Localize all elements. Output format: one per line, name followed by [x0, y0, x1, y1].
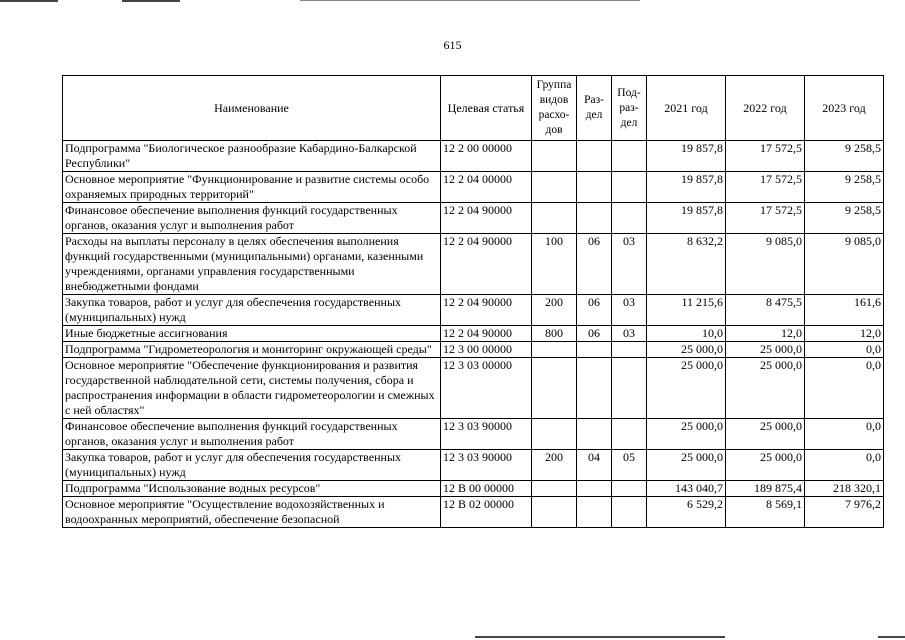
- row-subsection: [612, 141, 647, 172]
- table-row: [63, 141, 884, 172]
- row-group: 200: [532, 295, 577, 326]
- table-row: [63, 419, 884, 450]
- row-2023: 0,0: [805, 342, 884, 358]
- row-group: 200: [532, 450, 577, 481]
- row-group: [532, 497, 577, 528]
- row-name: Финансовое обеспечение выполнения функций государственных органов, оказания услуг и выполнения работ: [63, 203, 441, 234]
- row-target: 12 2 04 90000: [441, 326, 532, 342]
- row-subsection: 03: [612, 295, 647, 326]
- row-2022: 8 569,1: [726, 497, 805, 528]
- row-name: Подпрограмма "Использование водных ресурсов": [63, 481, 441, 497]
- row-section: [577, 497, 612, 528]
- row-name: Основное мероприятие "Обеспечение функционирования и развития государственной наблюдательной сети, системы получения, сбора и распространения информации в области гидрометеорологии и смежных с ней областях": [63, 358, 441, 419]
- table-row: [63, 172, 884, 203]
- row-subsection: 03: [612, 234, 647, 295]
- row-section: 06: [577, 295, 612, 326]
- row-2023: 9 258,5: [805, 141, 884, 172]
- row-2021: 25 000,0: [647, 358, 726, 419]
- row-2021: 19 857,8: [647, 203, 726, 234]
- row-2023: 9 258,5: [805, 172, 884, 203]
- row-name: Подпрограмма "Гидрометеорология и мониторинг окружающей среды": [63, 342, 441, 358]
- row-subsection: 05: [612, 450, 647, 481]
- row-2022: 17 572,5: [726, 172, 805, 203]
- row-group: [532, 358, 577, 419]
- row-target: 12 2 04 00000: [441, 172, 532, 203]
- row-subsection: [612, 497, 647, 528]
- row-2022: 25 000,0: [726, 342, 805, 358]
- row-target: 12 В 00 00000: [441, 481, 532, 497]
- header-group: Группа видов расхо-дов: [532, 76, 577, 141]
- row-2022: 189 875,4: [726, 481, 805, 497]
- row-target: 12 В 02 00000: [441, 497, 532, 528]
- row-2021: 19 857,8: [647, 141, 726, 172]
- scan-artifact-line: [475, 636, 725, 638]
- header-2023: 2023 год: [805, 76, 884, 141]
- row-subsection: [612, 358, 647, 419]
- row-target: 12 3 00 00000: [441, 342, 532, 358]
- row-2023: 0,0: [805, 358, 884, 419]
- row-2022: 25 000,0: [726, 358, 805, 419]
- row-name: Расходы на выплаты персоналу в целях обеспечения выполнения функций государственными (муниципальными) органами, казенными учреждениями, органами управления государственными внебюджетными фондами: [63, 234, 441, 295]
- row-group: [532, 172, 577, 203]
- row-subsection: [612, 342, 647, 358]
- table-row: [63, 326, 884, 342]
- row-target: 12 2 04 90000: [441, 203, 532, 234]
- row-group: 800: [532, 326, 577, 342]
- row-2023: 9 258,5: [805, 203, 884, 234]
- row-subsection: [612, 419, 647, 450]
- row-2022: 17 572,5: [726, 203, 805, 234]
- row-2021: 8 632,2: [647, 234, 726, 295]
- row-name: Основное мероприятие "Функционирование и развитие системы особо охраняемых природных территорий": [63, 172, 441, 203]
- scan-artifact-line: [300, 0, 640, 1]
- row-2021: 19 857,8: [647, 172, 726, 203]
- row-group: [532, 481, 577, 497]
- row-section: 06: [577, 234, 612, 295]
- row-name: Основное мероприятие "Осуществление водохозяйственных и водоохранных мероприятий, обеспечение безопасной: [63, 497, 441, 528]
- row-target: 12 2 00 00000: [441, 141, 532, 172]
- scan-artifact-line: [878, 636, 905, 638]
- header-target: Целевая статья: [441, 76, 532, 141]
- row-section: [577, 203, 612, 234]
- row-subsection: [612, 172, 647, 203]
- row-2022: 9 085,0: [726, 234, 805, 295]
- row-2021: 6 529,2: [647, 497, 726, 528]
- row-target: 12 2 04 90000: [441, 295, 532, 326]
- row-2021: 10,0: [647, 326, 726, 342]
- row-2023: 7 976,2: [805, 497, 884, 528]
- table-row: [63, 358, 884, 419]
- row-target: 12 3 03 90000: [441, 419, 532, 450]
- row-2022: 12,0: [726, 326, 805, 342]
- page-number: 615: [443, 38, 462, 52]
- table-row: [63, 342, 884, 358]
- row-section: 04: [577, 450, 612, 481]
- header-2022: 2022 год: [726, 76, 805, 141]
- row-2022: 25 000,0: [726, 450, 805, 481]
- row-2021: 143 040,7: [647, 481, 726, 497]
- row-2021: 25 000,0: [647, 419, 726, 450]
- row-2021: 25 000,0: [647, 342, 726, 358]
- row-section: 06: [577, 326, 612, 342]
- row-target: 12 3 03 90000: [441, 450, 532, 481]
- row-section: [577, 141, 612, 172]
- row-2023: 9 085,0: [805, 234, 884, 295]
- row-2022: 8 475,5: [726, 295, 805, 326]
- row-name: Закупка товаров, работ и услуг для обеспечения государственных (муниципальных) нужд: [63, 450, 441, 481]
- table-row: [63, 295, 884, 326]
- row-section: [577, 419, 612, 450]
- row-name: Подпрограмма "Биологическое разнообразие Кабардино-Балкарской Республики": [63, 141, 441, 172]
- header-subsection: Под-раз-дел: [612, 76, 647, 141]
- row-name: Иные бюджетные ассигнования: [63, 326, 441, 342]
- row-2023: 0,0: [805, 450, 884, 481]
- row-2023: 161,6: [805, 295, 884, 326]
- row-2023: 0,0: [805, 419, 884, 450]
- table-row: [63, 481, 884, 497]
- table-row: [63, 450, 884, 481]
- row-2021: 25 000,0: [647, 450, 726, 481]
- table-row: [63, 203, 884, 234]
- row-group: 100: [532, 234, 577, 295]
- row-2021: 11 215,6: [647, 295, 726, 326]
- row-section: [577, 342, 612, 358]
- scan-artifact-line: [0, 0, 58, 2]
- table-row: [63, 234, 884, 295]
- header-section: Раз-дел: [577, 76, 612, 141]
- row-name: Закупка товаров, работ и услуг для обеспечения государственных (муниципальных) нужд: [63, 295, 441, 326]
- scan-artifact-line: [122, 0, 180, 2]
- row-group: [532, 203, 577, 234]
- row-subsection: [612, 481, 647, 497]
- row-group: [532, 342, 577, 358]
- row-name: Финансовое обеспечение выполнения функций государственных органов, оказания услуг и выполнения работ: [63, 419, 441, 450]
- row-2022: 17 572,5: [726, 141, 805, 172]
- header-name: Наименование: [63, 76, 441, 141]
- row-subsection: [612, 203, 647, 234]
- row-target: 12 3 03 00000: [441, 358, 532, 419]
- row-group: [532, 419, 577, 450]
- table-header-row: [63, 76, 884, 141]
- budget-table: [62, 75, 884, 528]
- row-2023: 12,0: [805, 326, 884, 342]
- row-target: 12 2 04 90000: [441, 234, 532, 295]
- row-group: [532, 141, 577, 172]
- row-section: [577, 172, 612, 203]
- row-section: [577, 358, 612, 419]
- row-2023: 218 320,1: [805, 481, 884, 497]
- row-2022: 25 000,0: [726, 419, 805, 450]
- row-subsection: 03: [612, 326, 647, 342]
- table-row: [63, 497, 884, 528]
- header-2021: 2021 год: [647, 76, 726, 141]
- row-section: [577, 481, 612, 497]
